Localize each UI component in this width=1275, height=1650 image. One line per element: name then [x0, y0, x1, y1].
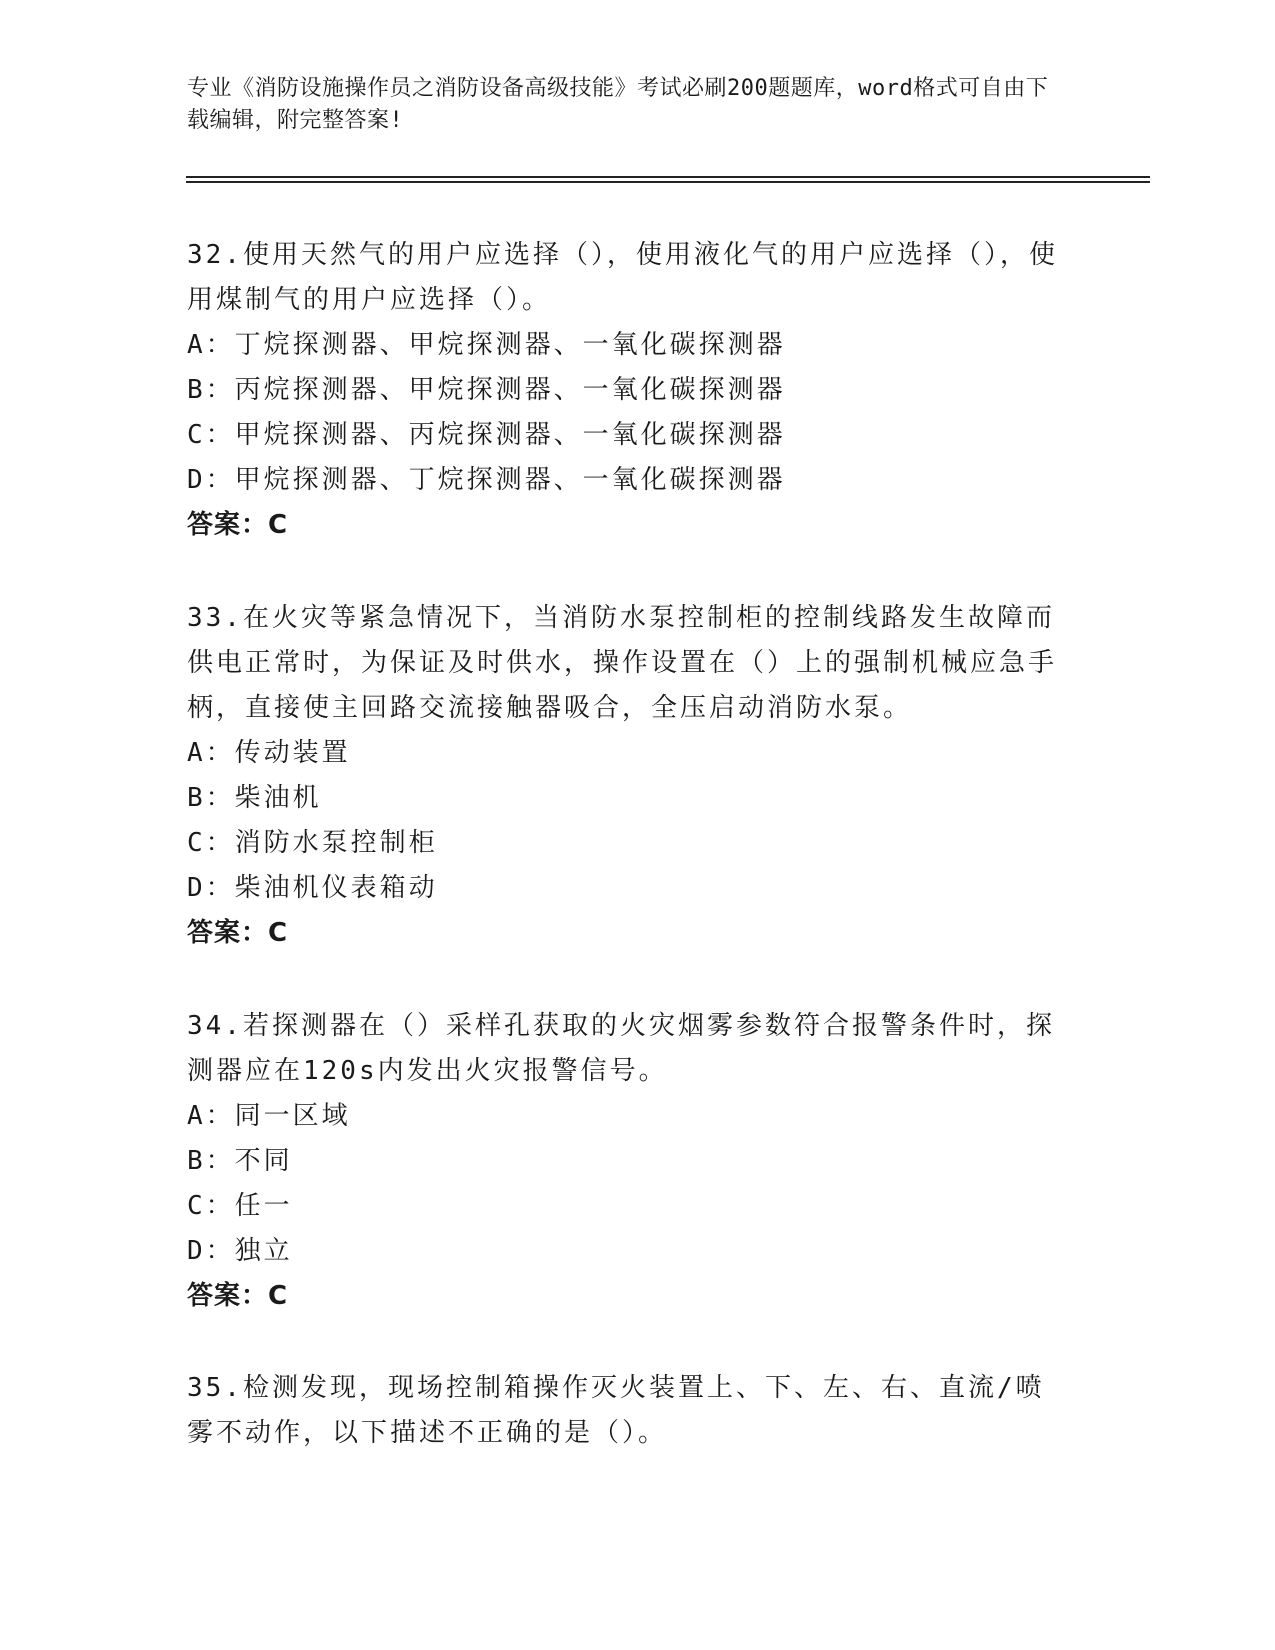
option-d: D：甲烷探测器、丁烷探测器、一氧化碳探测器: [187, 465, 786, 495]
option-c: C：任一: [187, 1191, 293, 1221]
question-stem: 35.检测发现，现场控制箱操作灭火装置上、下、左、右、直流/喷雾不动作，以下描述不正确的是（）。: [187, 1373, 1045, 1448]
option-b: B：丙烷探测器、甲烷探测器、一氧化碳探测器: [187, 375, 786, 405]
option-d: D：柴油机仪表箱动: [187, 873, 438, 903]
question-34: [187, 1004, 1067, 1319]
answer: 答案：C: [187, 510, 289, 540]
option-a: A：传动装置: [187, 738, 351, 768]
header-divider-bottom: [186, 181, 1150, 183]
question-32: [187, 233, 1067, 548]
answer: 答案：C: [187, 1281, 289, 1311]
option-d: D：独立: [187, 1236, 293, 1266]
option-a: A：同一区域: [187, 1101, 351, 1131]
question-33: [187, 596, 1067, 956]
option-c: C：消防水泵控制柜: [187, 828, 438, 858]
option-b: B：不同: [187, 1146, 293, 1176]
option-a: A：丁烷探测器、甲烷探测器、一氧化碳探测器: [187, 330, 786, 360]
question-stem: 33.在火灾等紧急情况下，当消防水泵控制柜的控制线路发生故障而供电正常时，为保证及时供水，操作设置在（）上的强制机械应急手柄，直接使主回路交流接触器吸合，全压启动消防水泵。: [187, 603, 1058, 723]
document-header: 专业《消防设施操作员之消防设备高级技能》考试必刷200题题库，word格式可自由下载编辑，附完整答案!: [187, 76, 1049, 133]
header-divider-top: [186, 176, 1150, 178]
question-stem: 32.使用天然气的用户应选择（），使用液化气的用户应选择（），使用煤制气的用户应选择（）。: [187, 240, 1058, 315]
question-stem: 34.若探测器在（）采样孔获取的火灾烟雾参数符合报警条件时，探测器应在120s内发出火灾报警信号。: [187, 1011, 1055, 1086]
option-c: C：甲烷探测器、丙烷探测器、一氧化碳探测器: [187, 420, 786, 450]
question-35: [187, 1366, 1067, 1456]
answer: 答案：C: [187, 918, 289, 948]
option-b: B：柴油机: [187, 783, 322, 813]
